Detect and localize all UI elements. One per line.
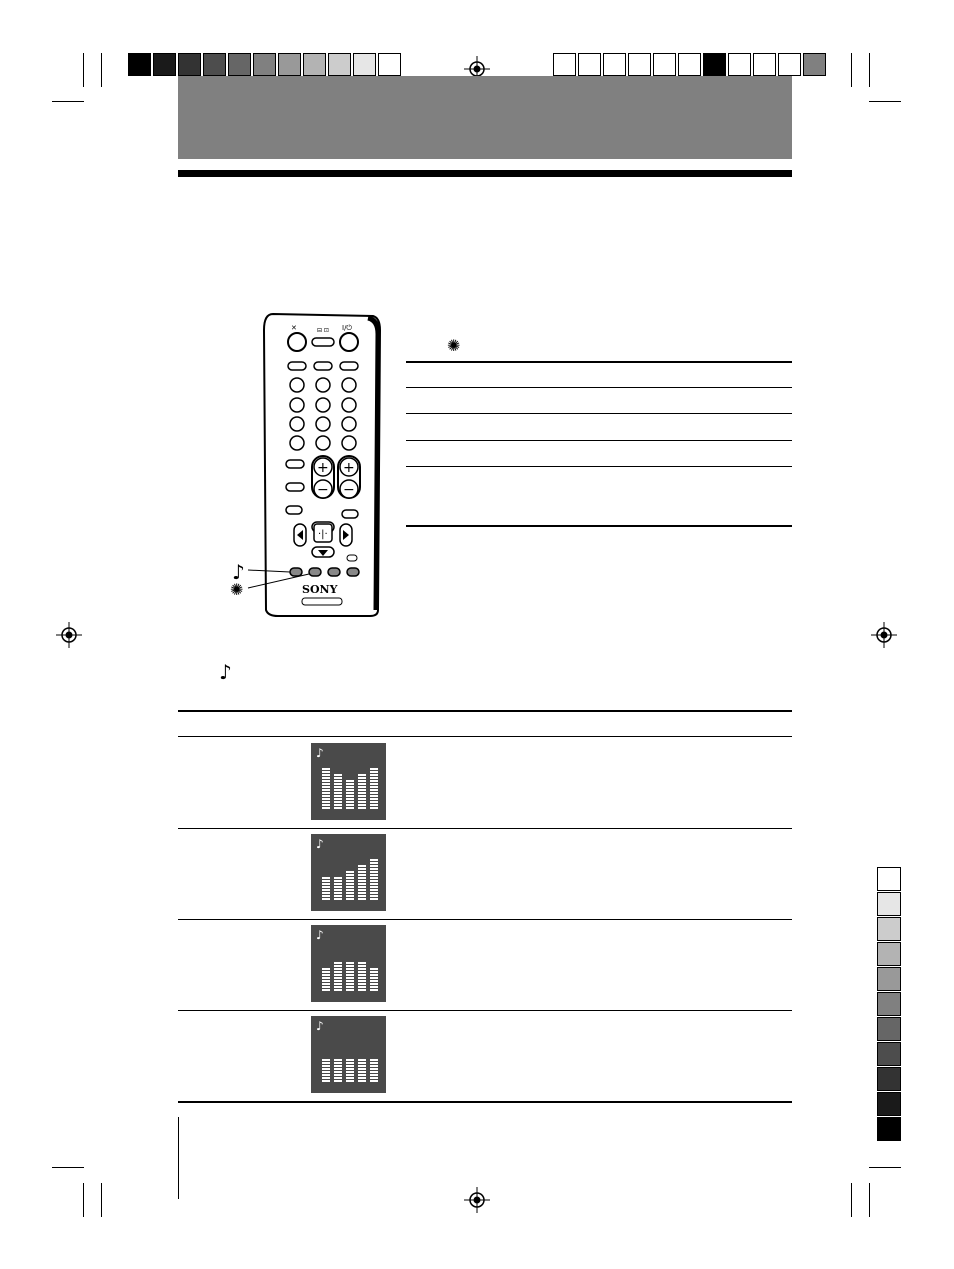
eq-bar-segment: [370, 980, 378, 982]
color-swatch: [877, 1042, 901, 1066]
eq-bar-segment: [322, 977, 330, 979]
color-swatch: [253, 53, 276, 76]
eq-bar-segment: [334, 892, 342, 894]
eq-bar-segment: [358, 780, 366, 782]
eq-bar-segment: [358, 962, 366, 964]
eq-bar-segment: [370, 871, 378, 873]
eq-bar-segment: [358, 986, 366, 988]
color-swatch: [628, 53, 651, 76]
eq-bar-segment: [322, 880, 330, 882]
eq-bar-segment: [322, 886, 330, 888]
eq-bar-segment: [358, 789, 366, 791]
eq-bar-segment: [334, 971, 342, 973]
eq-bar-segment: [334, 1077, 342, 1079]
color-swatch: [378, 53, 401, 76]
eq-bar-segment: [346, 968, 354, 970]
eq-bar-segment: [322, 898, 330, 900]
eq-bar-segment: [358, 868, 366, 870]
color-swatch: [328, 53, 351, 76]
equalizer-bars: [311, 1016, 386, 1093]
eq-bar-segment: [346, 792, 354, 794]
eq-bar-segment: [346, 783, 354, 785]
eq-bar-segment: [370, 795, 378, 797]
eq-bar-segment: [370, 971, 378, 973]
eq-bar-segment: [346, 889, 354, 891]
eq-bar-segment: [334, 807, 342, 809]
svg-text:−: −: [343, 482, 355, 498]
note-icon: ♪: [316, 746, 324, 760]
sound-row-rule: [178, 828, 792, 829]
eq-bar-segment: [334, 965, 342, 967]
eq-bar-segment: [358, 774, 366, 776]
eq-bar-segment: [322, 798, 330, 800]
eq-bar-segment: [334, 1080, 342, 1082]
eq-bar-segment: [370, 801, 378, 803]
color-swatch: [877, 917, 901, 941]
eq-bar-segment: [322, 795, 330, 797]
eq-bar-segment: [322, 774, 330, 776]
eq-bar-segment: [358, 883, 366, 885]
eq-bar-segment: [358, 974, 366, 976]
eq-bar-segment: [322, 892, 330, 894]
eq-bar-segment: [334, 877, 342, 879]
picture-table-row-rule: [406, 440, 792, 441]
eq-bar-segment: [346, 786, 354, 788]
eq-bar-segment: [322, 1080, 330, 1082]
eq-bar-segment: [370, 1068, 378, 1070]
eq-bar-segment: [346, 780, 354, 782]
eq-bar-segment: [358, 871, 366, 873]
eq-bar-segment: [322, 1074, 330, 1076]
color-swatch: [353, 53, 376, 76]
eq-bar-segment: [370, 865, 378, 867]
eq-bar-segment: [334, 880, 342, 882]
svg-text:✕: ✕: [291, 324, 297, 332]
eq-bar-segment: [322, 1068, 330, 1070]
eq-bar-segment: [346, 980, 354, 982]
eq-bar-segment: [334, 986, 342, 988]
eq-bar-segment: [334, 804, 342, 806]
eq-bar-segment: [370, 880, 378, 882]
eq-bar-segment: [358, 1074, 366, 1076]
svg-text:⊟ ⊡: ⊟ ⊡: [317, 327, 329, 334]
registration-mark-bottom: [464, 1187, 490, 1213]
eq-bar-segment: [370, 1062, 378, 1064]
eq-bar-segment: [346, 886, 354, 888]
note-icon: ♪: [316, 1019, 324, 1033]
eq-bar-segment: [370, 792, 378, 794]
eq-bar-segment: [358, 877, 366, 879]
picture-table-row-rule: [406, 466, 792, 467]
eq-bar-segment: [346, 962, 354, 964]
eq-bar-segment: [334, 895, 342, 897]
eq-bar-segment: [370, 977, 378, 979]
eq-bar-segment: [334, 983, 342, 985]
eq-bar-segment: [334, 780, 342, 782]
eq-bar-segment: [358, 1080, 366, 1082]
eq-bar-segment: [370, 783, 378, 785]
eq-bar-segment: [370, 877, 378, 879]
eq-bar-segment: [370, 883, 378, 885]
equalizer-display: [311, 743, 386, 820]
eq-bar-segment: [322, 777, 330, 779]
eq-bar-segment: [358, 968, 366, 970]
color-swatch: [703, 53, 726, 76]
eq-bar-segment: [370, 1071, 378, 1073]
eq-bar-segment: [346, 892, 354, 894]
note-icon: ♪: [232, 560, 245, 584]
eq-bar-segment: [370, 886, 378, 888]
color-swatch: [128, 53, 151, 76]
color-swatch: [877, 992, 901, 1016]
eq-bar-segment: [358, 1059, 366, 1061]
eq-bar-segment: [346, 1074, 354, 1076]
eq-bar-segment: [346, 877, 354, 879]
eq-bar-segment: [358, 1065, 366, 1067]
eq-bar-segment: [370, 1077, 378, 1079]
eq-bar-segment: [370, 862, 378, 864]
eq-bar-segment: [370, 786, 378, 788]
eq-bar-segment: [346, 798, 354, 800]
eq-bar-segment: [322, 980, 330, 982]
eq-bar-segment: [358, 989, 366, 991]
color-swatch: [303, 53, 326, 76]
eq-bar-segment: [322, 889, 330, 891]
eq-bar-segment: [346, 880, 354, 882]
eq-bar-segment: [346, 1080, 354, 1082]
eq-bar-segment: [358, 786, 366, 788]
color-swatch: [877, 942, 901, 966]
eq-bar-segment: [370, 989, 378, 991]
eq-bar-segment: [346, 898, 354, 900]
eq-bar-segment: [322, 1062, 330, 1064]
eq-bar-segment: [334, 968, 342, 970]
eq-bar-segment: [322, 1059, 330, 1061]
eq-bar-segment: [322, 789, 330, 791]
eq-bar-segment: [334, 1074, 342, 1076]
eq-bar-segment: [358, 1068, 366, 1070]
svg-text:+: +: [343, 460, 355, 476]
svg-text:I/⏻: I/⏻: [342, 324, 352, 332]
eq-bar-segment: [370, 898, 378, 900]
eq-bar-segment: [346, 795, 354, 797]
eq-bar-segment: [358, 889, 366, 891]
color-swatch: [153, 53, 176, 76]
color-swatch: [603, 53, 626, 76]
eq-bar-segment: [334, 786, 342, 788]
picture-table-header-icon: ✺: [447, 336, 461, 355]
eq-bar-segment: [358, 965, 366, 967]
picture-mode-icon: ✺: [230, 580, 244, 599]
eq-bar-segment: [334, 1065, 342, 1067]
sound-row-rule: [178, 1101, 792, 1103]
picture-table-bottom-rule: [406, 525, 792, 527]
eq-bar-segment: [370, 780, 378, 782]
sound-row-rule: [178, 1010, 792, 1011]
eq-bar-segment: [358, 1062, 366, 1064]
eq-bar-segment: [370, 807, 378, 809]
equalizer-display: [311, 1016, 386, 1093]
header-band: [178, 76, 792, 159]
color-swatch: [553, 53, 576, 76]
picture-table-top-rule: [406, 361, 792, 363]
eq-bar-segment: [346, 971, 354, 973]
sound-row-rule: [178, 919, 792, 920]
eq-bar-segment: [358, 892, 366, 894]
color-swatch: [203, 53, 226, 76]
eq-bar-segment: [358, 804, 366, 806]
eq-bar-segment: [334, 889, 342, 891]
eq-bar-segment: [358, 801, 366, 803]
eq-bar-segment: [358, 977, 366, 979]
sound-section-icon: ♪: [219, 660, 232, 684]
color-swatch: [877, 1117, 901, 1141]
eq-bar-segment: [334, 1059, 342, 1061]
eq-bar-segment: [322, 1077, 330, 1079]
eq-bar-segment: [322, 1065, 330, 1067]
eq-bar-segment: [346, 983, 354, 985]
svg-text:·|·: ·|·: [318, 529, 328, 540]
eq-bar-segment: [370, 974, 378, 976]
eq-bar-segment: [370, 798, 378, 800]
eq-bar-segment: [346, 807, 354, 809]
eq-bar-segment: [370, 874, 378, 876]
eq-bar-segment: [334, 795, 342, 797]
eq-bar-segment: [322, 974, 330, 976]
equalizer-bars: [311, 743, 386, 820]
eq-bar-segment: [358, 980, 366, 982]
eq-bar-segment: [370, 1080, 378, 1082]
eq-bar-segment: [370, 771, 378, 773]
eq-bar-segment: [334, 898, 342, 900]
color-swatch: [803, 53, 826, 76]
color-swatch: [753, 53, 776, 76]
color-swatch: [278, 53, 301, 76]
eq-bar-segment: [334, 886, 342, 888]
eq-bar-segment: [334, 783, 342, 785]
eq-bar-segment: [358, 874, 366, 876]
eq-bar-segment: [358, 777, 366, 779]
color-swatch: [877, 1017, 901, 1041]
color-swatch: [728, 53, 751, 76]
eq-bar-segment: [370, 968, 378, 970]
eq-bar-segment: [322, 971, 330, 973]
eq-bar-segment: [346, 1059, 354, 1061]
color-swatch: [678, 53, 701, 76]
eq-bar-segment: [322, 983, 330, 985]
note-icon: ♪: [316, 837, 324, 851]
eq-bar-segment: [322, 1071, 330, 1073]
eq-bar-segment: [370, 1065, 378, 1067]
eq-bar-segment: [370, 777, 378, 779]
eq-bar-segment: [346, 871, 354, 873]
eq-bar-segment: [370, 789, 378, 791]
eq-bar-segment: [322, 968, 330, 970]
eq-bar-segment: [334, 792, 342, 794]
color-swatch: [877, 1067, 901, 1091]
eq-bar-segment: [346, 895, 354, 897]
eq-bar-segment: [358, 898, 366, 900]
color-swatch: [877, 1092, 901, 1116]
eq-bar-segment: [322, 801, 330, 803]
color-swatch: [877, 867, 901, 891]
eq-bar-segment: [334, 774, 342, 776]
remote-brand: SONY: [302, 583, 338, 596]
eq-bar-segment: [322, 807, 330, 809]
eq-bar-segment: [370, 986, 378, 988]
remote-control: [228, 310, 388, 620]
eq-bar-segment: [370, 1074, 378, 1076]
eq-bar-segment: [370, 804, 378, 806]
equalizer-display: [311, 925, 386, 1002]
eq-bar-segment: [358, 880, 366, 882]
eq-bar-segment: [322, 783, 330, 785]
eq-bar-segment: [346, 1065, 354, 1067]
eq-bar-segment: [334, 883, 342, 885]
picture-table-row-rule: [406, 387, 792, 388]
eq-bar-segment: [358, 792, 366, 794]
registration-mark-right: [871, 622, 897, 648]
eq-bar-segment: [334, 777, 342, 779]
eq-bar-segment: [358, 895, 366, 897]
eq-bar-segment: [334, 977, 342, 979]
eq-bar-segment: [334, 1071, 342, 1073]
eq-bar-segment: [346, 801, 354, 803]
picture-table-row-rule: [406, 413, 792, 414]
color-swatch: [653, 53, 676, 76]
eq-bar-segment: [346, 874, 354, 876]
eq-bar-segment: [346, 1068, 354, 1070]
eq-bar-segment: [334, 962, 342, 964]
eq-bar-segment: [322, 786, 330, 788]
eq-bar-segment: [334, 1062, 342, 1064]
equalizer-display: [311, 834, 386, 911]
eq-bar-segment: [358, 886, 366, 888]
eq-bar-segment: [346, 977, 354, 979]
eq-bar-segment: [358, 798, 366, 800]
color-swatch: [228, 53, 251, 76]
eq-bar-segment: [346, 1062, 354, 1064]
color-swatch: [578, 53, 601, 76]
eq-bar-segment: [322, 986, 330, 988]
eq-bar-segment: [322, 883, 330, 885]
eq-bar-segment: [370, 768, 378, 770]
eq-bar-segment: [370, 868, 378, 870]
eq-bar-segment: [370, 892, 378, 894]
eq-bar-segment: [358, 971, 366, 973]
eq-bar-segment: [358, 1077, 366, 1079]
eq-bar-segment: [322, 989, 330, 991]
svg-text:+: +: [317, 460, 329, 476]
color-swatch: [877, 967, 901, 991]
equalizer-bars: [311, 834, 386, 911]
eq-bar-segment: [322, 877, 330, 879]
color-swatch: [178, 53, 201, 76]
sound-table-top-rule: [178, 710, 792, 712]
registration-mark-left: [56, 622, 82, 648]
eq-bar-segment: [322, 780, 330, 782]
eq-bar-segment: [322, 804, 330, 806]
eq-bar-segment: [358, 783, 366, 785]
sound-table-header-rule: [178, 736, 792, 737]
eq-bar-segment: [370, 889, 378, 891]
eq-bar-segment: [346, 989, 354, 991]
eq-bar-segment: [334, 798, 342, 800]
header-rule: [178, 170, 792, 177]
eq-bar-segment: [370, 895, 378, 897]
svg-text:−: −: [317, 482, 329, 498]
eq-bar-segment: [370, 859, 378, 861]
color-swatch: [778, 53, 801, 76]
eq-bar-segment: [358, 1071, 366, 1073]
eq-bar-segment: [346, 804, 354, 806]
eq-bar-segment: [346, 789, 354, 791]
eq-bar-segment: [334, 989, 342, 991]
eq-bar-segment: [346, 974, 354, 976]
eq-bar-segment: [322, 792, 330, 794]
eq-bar-segment: [370, 983, 378, 985]
eq-bar-segment: [322, 768, 330, 770]
eq-bar-segment: [370, 774, 378, 776]
eq-bar-segment: [370, 1059, 378, 1061]
equalizer-bars: [311, 925, 386, 1002]
note-icon: ♪: [316, 928, 324, 942]
eq-bar-segment: [322, 895, 330, 897]
eq-bar-segment: [334, 980, 342, 982]
eq-bar-segment: [346, 1077, 354, 1079]
eq-bar-segment: [358, 807, 366, 809]
color-swatch: [877, 892, 901, 916]
eq-bar-segment: [322, 771, 330, 773]
eq-bar-segment: [334, 1068, 342, 1070]
eq-bar-segment: [334, 974, 342, 976]
eq-bar-segment: [334, 789, 342, 791]
eq-bar-segment: [358, 983, 366, 985]
eq-bar-segment: [334, 801, 342, 803]
eq-bar-segment: [346, 965, 354, 967]
eq-bar-segment: [346, 883, 354, 885]
eq-bar-segment: [358, 795, 366, 797]
eq-bar-segment: [346, 986, 354, 988]
eq-bar-segment: [346, 1071, 354, 1073]
eq-bar-segment: [358, 865, 366, 867]
